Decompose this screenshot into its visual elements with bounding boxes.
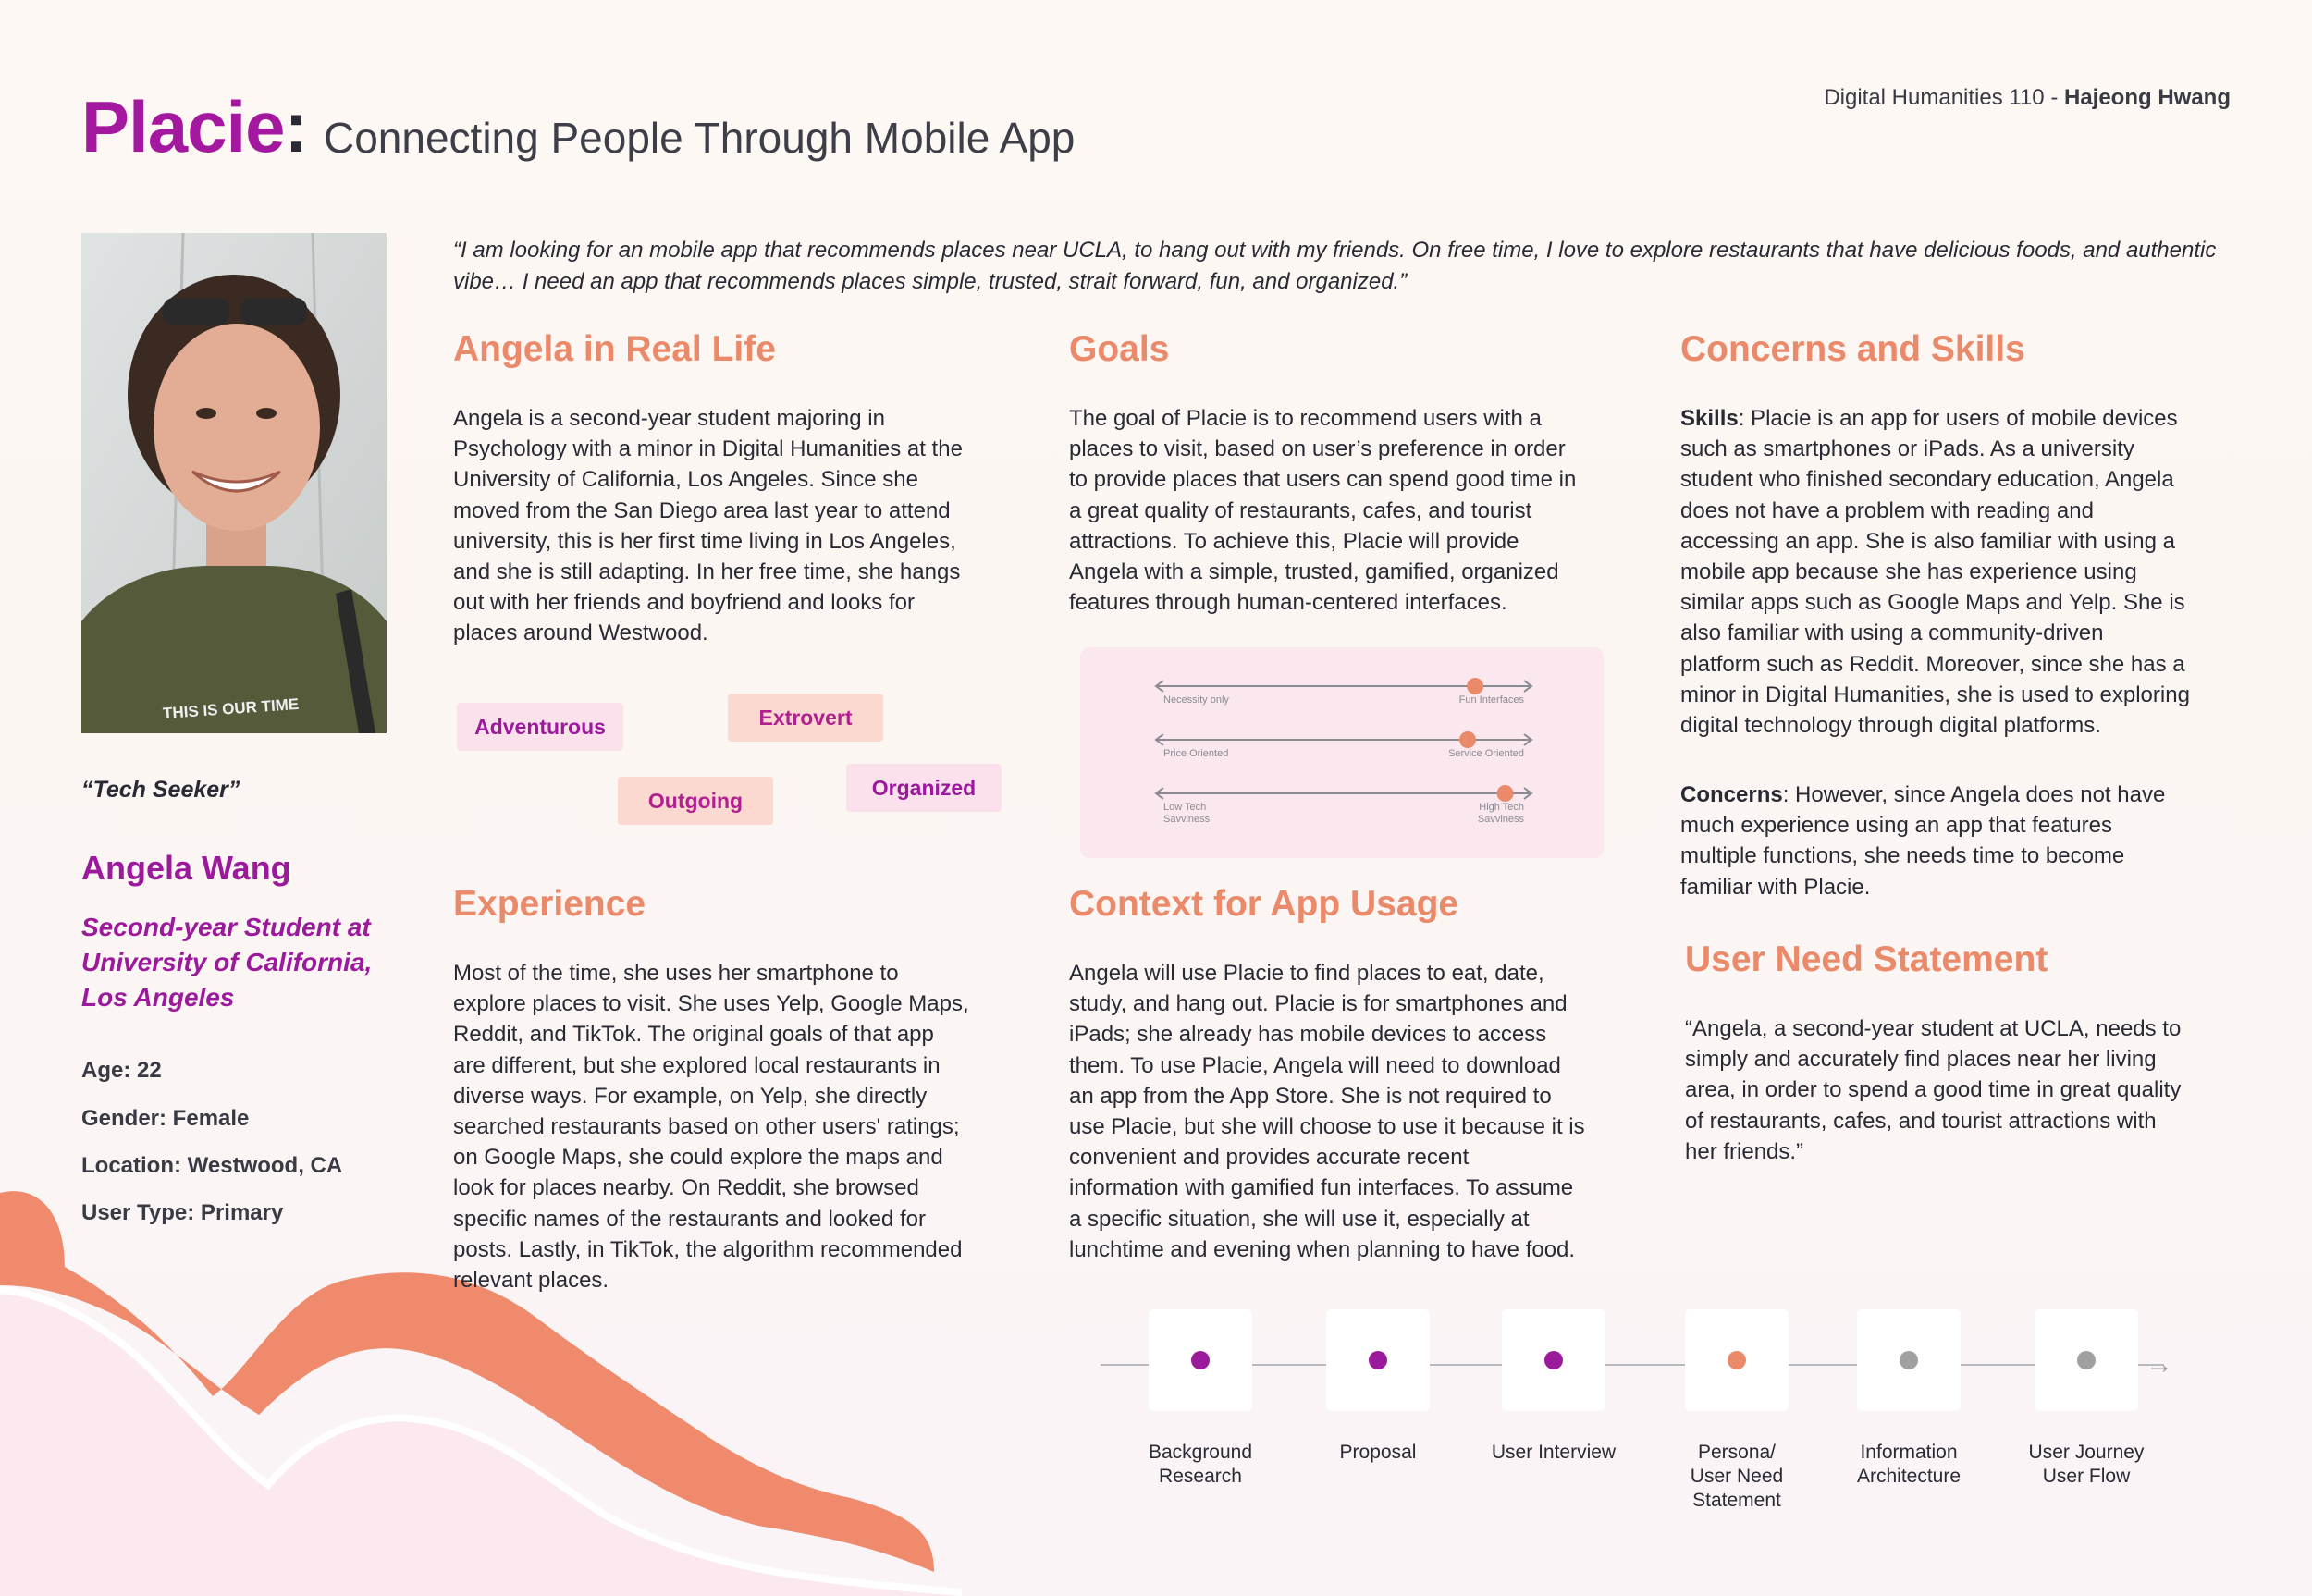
body-line: mobile app because she has experience using xyxy=(1680,559,2137,585)
body-line: are different, but she explored local restaurants in xyxy=(453,1052,941,1078)
timeline-step-label xyxy=(1452,1441,1655,1465)
body-line: Angela will use Placie to find places to eat, date, xyxy=(1069,961,1544,986)
body-line: similar apps such as Google Maps and Yelp. She is xyxy=(1680,590,2185,616)
slider-row xyxy=(1156,731,1531,759)
slider-row xyxy=(1156,678,1531,706)
body-line: features through human-centered interfaces. xyxy=(1069,590,1507,616)
timeline-step xyxy=(1685,1309,1789,1411)
sliders-canvas xyxy=(1080,647,1604,858)
body-line: does not have a problem with reading and xyxy=(1680,497,2094,523)
body-line: much experience using an app that features xyxy=(1680,813,2112,839)
persona-location: Location: Westwood, CA xyxy=(81,1153,343,1178)
brand-title: Placie: xyxy=(81,86,308,167)
persona-gender: Gender: Female xyxy=(81,1106,250,1131)
body-line: also familiar with using a community-driven xyxy=(1680,620,2104,646)
real-life-body xyxy=(453,403,1027,649)
timeline-step-label-line: Information xyxy=(1860,1442,1958,1463)
trait-tag-organized: Organized xyxy=(846,764,1002,812)
body-line: such as smartphones or iPads. As a university xyxy=(1680,436,2134,462)
body-line: them. To use Placie, Angela will need to download xyxy=(1069,1052,1561,1078)
body-line: explore places to visit. She uses Yelp, Google Maps, xyxy=(453,991,969,1017)
trait-tag-extrovert: Extrovert xyxy=(728,694,883,742)
timeline-step-label-line: User Journey xyxy=(2028,1442,2145,1463)
body-line: and she is still adapting. In her free time, she hangs xyxy=(453,559,961,585)
body-line: relevant places. xyxy=(453,1268,609,1294)
persona-role-line: Los Angeles xyxy=(81,983,235,1012)
body-line: Most of the time, she uses her smartphone to xyxy=(453,961,899,986)
goals-body xyxy=(1069,403,1642,618)
timeline-step-dot xyxy=(1900,1351,1918,1369)
timeline-step-label-line: User Interview xyxy=(1491,1442,1617,1463)
slider-right-label: Savviness xyxy=(1477,814,1524,825)
timeline-step-label-line: Background xyxy=(1148,1442,1253,1463)
timeline-step xyxy=(1326,1309,1430,1411)
body-line: Skills: Placie is an app for users of mobile devices xyxy=(1680,406,2178,431)
timeline-step-label xyxy=(1807,1441,2011,1489)
persona-role-line: University of California, xyxy=(81,948,373,976)
timeline-step xyxy=(1502,1309,1605,1411)
slider-right-label: High Tech xyxy=(1479,802,1524,813)
body-line: diverse ways. For example, on Yelp, she directly xyxy=(453,1083,928,1109)
context-body xyxy=(1069,958,1642,1265)
persona-photo xyxy=(81,233,387,733)
skills-body xyxy=(1680,403,2272,741)
body-line: Angela is a second-year student majoring in xyxy=(453,406,885,431)
timeline-step-dot xyxy=(1191,1351,1210,1369)
slider-right-label: Fun Interfaces xyxy=(1458,694,1524,706)
persona-age: Age: 22 xyxy=(81,1058,162,1083)
body-line: her friends.” xyxy=(1685,1138,1804,1164)
body-line: The goal of Placie is to recommend users with a xyxy=(1069,406,1542,431)
body-line: convenient and provides accurate recent xyxy=(1069,1145,1470,1171)
need-body xyxy=(1685,1013,2258,1167)
body-line: to provide places that users can spend good time in xyxy=(1069,467,1577,493)
body-line: familiar with Placie. xyxy=(1680,874,1871,900)
timeline-step-label xyxy=(1276,1441,1480,1465)
concerns-body xyxy=(1680,780,2272,902)
timeline-step-dot xyxy=(2077,1351,2096,1369)
persona-user-type: User Type: Primary xyxy=(81,1200,284,1225)
timeline-step-label-line: Persona/ xyxy=(1697,1442,1777,1463)
author-name: Hajeong Hwang xyxy=(2063,85,2231,110)
body-line: use Placie, but she will choose to use it because it is xyxy=(1069,1114,1585,1140)
body-line: university, this is her first time living in Los Angeles, xyxy=(453,528,956,554)
goals-heading: Goals xyxy=(1069,329,1170,369)
body-line: accessing an app. She is also familiar with using a xyxy=(1680,528,2175,554)
timeline-step-label-line: Architecture xyxy=(1856,1466,1962,1487)
persona-nickname: “Tech Seeker” xyxy=(81,777,240,803)
slider-row xyxy=(1156,785,1531,825)
body-line: posts. Lastly, in TikTok, the algorithm recommended xyxy=(453,1236,963,1262)
trait-tag-outgoing: Outgoing xyxy=(618,777,773,825)
body-line: digital technology through digital platforms. xyxy=(1680,713,2101,739)
body-line: University of California, Los Angeles. Since she xyxy=(453,467,918,493)
timeline-step-label xyxy=(1099,1441,1302,1489)
body-line: places to visit, based on user’s preference in order xyxy=(1069,436,1566,462)
body-line: of restaurants, cafes, and tourist attractions with xyxy=(1685,1108,2157,1134)
slider-left-label: Savviness xyxy=(1163,814,1211,825)
slider-left-label: Price Oriented xyxy=(1163,748,1229,759)
body-line: look for places nearby. On Reddit, she browsed xyxy=(453,1175,919,1201)
body-line: study, and hang out. Placie is for smartphones and xyxy=(1069,991,1568,1017)
timeline-step-label-line: User Flow xyxy=(2042,1466,2131,1487)
body-line: Psychology with a minor in Digital Humanities at the xyxy=(453,436,963,462)
body-line: multiple functions, she needs time to become xyxy=(1680,843,2125,869)
persona-name: Angela Wang xyxy=(81,849,291,887)
body-line: lunchtime and evening when planning to have food. xyxy=(1069,1236,1576,1262)
slider-handle xyxy=(1467,678,1483,694)
shirt-text: THIS IS OUR TIME xyxy=(162,694,300,723)
body-line: out with her friends and boyfriend and looks for xyxy=(453,590,915,616)
body-line: Reddit, and TikTok. The original goals of that app xyxy=(453,1022,934,1048)
body-line: a specific situation, she will use it, especially at xyxy=(1069,1206,1530,1232)
timeline-arrow-icon: → xyxy=(2146,1349,2173,1380)
slider-left-label: Low Tech xyxy=(1163,802,1207,813)
need-heading: User Need Statement xyxy=(1685,939,2048,979)
timeline-step-dot xyxy=(1369,1351,1387,1369)
body-line: attractions. To achieve this, Placie will provide xyxy=(1069,528,1519,554)
body-line: an app from the App Store. She is not required to xyxy=(1069,1083,1552,1109)
body-line: simply and accurately find places near her living xyxy=(1685,1047,2157,1073)
body-line: information with gamified fun interfaces. To assume xyxy=(1069,1175,1574,1201)
slider-left-label: Necessity only xyxy=(1163,694,1229,706)
timeline-step-label-line: Research xyxy=(1159,1466,1242,1487)
body-line: on Google Maps, she could explore the maps and xyxy=(453,1145,943,1171)
trait-tag-adventurous: Adventurous xyxy=(457,703,623,751)
timeline-step xyxy=(1857,1309,1961,1411)
experience-heading: Experience xyxy=(453,884,646,924)
body-line: iPads; she already has mobile devices to access xyxy=(1069,1022,1547,1048)
body-line: minor in Digital Humanities, she is used to exploring xyxy=(1680,681,2190,707)
persona-role xyxy=(81,910,396,1015)
slider-right-label: Service Oriented xyxy=(1448,748,1524,759)
concerns-heading: Concerns and Skills xyxy=(1680,329,2025,369)
timeline-step-label-line: Statement xyxy=(1692,1490,1781,1511)
progress-timeline xyxy=(1101,1307,2183,1529)
body-line: Concerns: However, since Angela does not have xyxy=(1680,782,2166,807)
persona-role-line: Second-year Student at xyxy=(81,913,371,941)
body-line: “Angela, a second-year student at UCLA, needs to xyxy=(1685,1016,2182,1041)
body-line: student who finished secondary education, Angela xyxy=(1680,467,2174,493)
slider-handle xyxy=(1497,785,1514,802)
timeline-line xyxy=(1101,1364,2164,1366)
body-line: Angela with a simple, trusted, gamified, organized xyxy=(1069,559,1559,585)
body-line: area, in order to spend a good time in great quality xyxy=(1685,1077,2182,1103)
timeline-step-label xyxy=(1985,1441,2188,1489)
preference-sliders xyxy=(1080,647,1604,858)
concerns-label: Concerns xyxy=(1680,782,1783,807)
timeline-step-dot xyxy=(1544,1351,1563,1369)
body-line: specific names of the restaurants and looked for xyxy=(453,1206,926,1232)
timeline-step-dot xyxy=(1728,1351,1746,1369)
body-line: platform such as Reddit. Moreover, since she has a xyxy=(1680,651,2185,677)
timeline-step-label-line: User Need xyxy=(1690,1466,1784,1487)
context-heading: Context for App Usage xyxy=(1069,884,1459,924)
body-line: moved from the San Diego area last year to attend xyxy=(453,497,951,523)
timeline-step xyxy=(2035,1309,2138,1411)
timeline-step xyxy=(1149,1309,1252,1411)
timeline-step-label-line: Proposal xyxy=(1339,1442,1417,1463)
body-line: a great quality of restaurants, cafes, and tourist xyxy=(1069,497,1532,523)
slider-handle xyxy=(1459,731,1476,748)
real-life-heading: Angela in Real Life xyxy=(453,329,776,369)
persona-quote: “I am looking for an mobile app that recommends places near UCLA, to hang out with my friends. On free time, I love to explore restaurants that have delicious foods, and authentic vibe… I need an app that recommends places simple, trusted, strait forward, fun, and organized.” xyxy=(453,238,2217,294)
experience-body xyxy=(453,958,1027,1295)
skills-label: Skills xyxy=(1680,406,1739,431)
course-label: Digital Humanities 110 - Hajeong Hwang xyxy=(1824,85,2231,110)
body-line: places around Westwood. xyxy=(453,620,708,646)
page-subtitle: Connecting People Through Mobile App xyxy=(324,114,1076,162)
body-line: searched restaurants based on other users' ratings; xyxy=(453,1114,960,1140)
